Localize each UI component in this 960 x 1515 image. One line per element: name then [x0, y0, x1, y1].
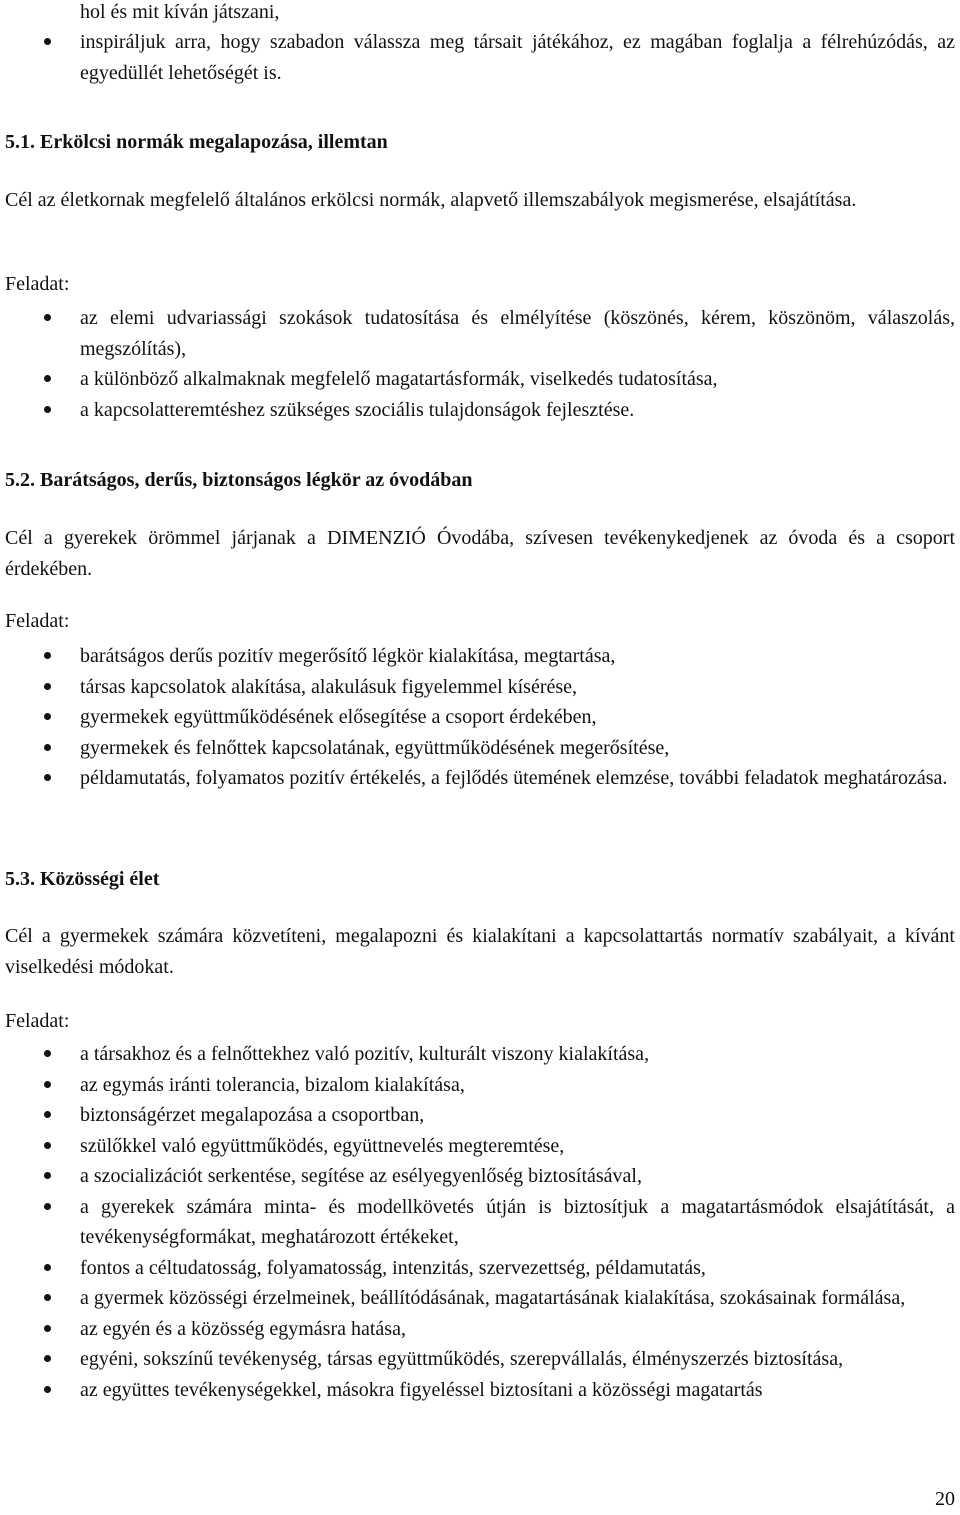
section-heading-5-2: 5.2. Barátságos, derűs, biztonságos légkör az óvodában [5, 469, 473, 491]
list-item: az egyén és a közösség egymásra hatása, [0, 1314, 955, 1345]
page-number: 20 [935, 1488, 955, 1510]
list-item: a kapcsolatteremtéshez szükséges szociális tulajdonságok fejlesztése. [0, 395, 955, 426]
list-item: az elemi udvariassági szokások tudatosítása és elmélyítése (köszönés, kérem, köszönöm, válaszolás, megszólítás), [0, 303, 955, 364]
intro-bullet-list [0, 27, 955, 88]
section-5-2-goal: Cél a gyerekek örömmel járjanak a DIMENZIÓ Óvodába, szívesen tevékenykedjenek az óvoda és a csoport érdekében. [5, 527, 955, 580]
section-heading-5-3: 5.3. Közösségi élet [5, 868, 160, 890]
list-item: gyermekek együttműködésének elősegítése a csoport érdekében, [0, 702, 955, 733]
list-item: fontos a céltudatosság, folyamatosság, intenzitás, szervezettség, példamutatás, [0, 1253, 955, 1284]
list-item: szülőkkel való együttműködés, együttnevelés megteremtése, [0, 1131, 955, 1162]
section-5-1-task-label: Feladat: [5, 273, 70, 295]
section-5-2-task-label: Feladat: [5, 610, 70, 632]
list-item: az együttes tevékenységekkel, másokra figyeléssel biztosítani a közösségi magatartás [0, 1375, 955, 1406]
list-item: társas kapcsolatok alakítása, alakulásuk figyelemmel kísérése, [0, 672, 955, 703]
section-5-2-task-list [0, 641, 955, 794]
section-5-1-task-list [0, 303, 955, 425]
list-item: egyéni, sokszínű tevékenység, társas együttműködés, szerepvállalás, élményszerzés biztosítása, [0, 1344, 955, 1375]
list-item: a szocializációt serkentése, segítése az esélyegyenlőség biztosításával, [0, 1161, 955, 1192]
list-item: példamutatás, folyamatos pozitív értékelés, a fejlődés ütemének elemzése, további feladatok meghatározása. [0, 763, 955, 794]
list-item: gyermekek és felnőttek kapcsolatának, együttműködésének megerősítése, [0, 733, 955, 764]
list-item: az egymás iránti tolerancia, bizalom kialakítása, [0, 1070, 955, 1101]
list-item: biztonságérzet megalapozása a csoportban, [0, 1100, 955, 1131]
list-item: barátságos derűs pozitív megerősítő légkör kialakítása, megtartása, [0, 641, 955, 672]
continuation-text: hol és mit kíván játszani, [80, 1, 280, 23]
list-item: a gyermek közösségi érzelmeinek, beállítódásának, magatartásának kialakítása, szokásainak formálása, [0, 1283, 955, 1314]
section-heading-5-1: 5.1. Erkölcsi normák megalapozása, illemtan [5, 131, 388, 153]
section-5-1-goal: Cél az életkornak megfelelő általános erkölcsi normák, alapvető illemszabályok megismerése, elsajátítása. [5, 189, 857, 211]
section-5-3-task-list [0, 1039, 955, 1405]
list-item: inspiráljuk arra, hogy szabadon válassza meg társait játékához, ez magában foglalja a félrehúzódás, az egyedüllét lehetőségét is. [0, 27, 955, 88]
section-5-3-goal: Cél a gyermekek számára közvetíteni, megalapozni és kialakítani a kapcsolattartás normatív szabályait, a kívánt viselkedési módokat. [5, 925, 955, 978]
list-item: a különböző alkalmaknak megfelelő magatartásformák, viselkedés tudatosítása, [0, 364, 955, 395]
list-item: a társakhoz és a felnőttekhez való pozitív, kulturált viszony kialakítása, [0, 1039, 955, 1070]
list-item: a gyerekek számára minta- és modellkövetés útján is biztosítjuk a magatartásmódok elsajátítását, a tevékenységformákat, meghatározott értékeket, [0, 1192, 955, 1253]
section-5-3-task-label: Feladat: [5, 1010, 70, 1032]
